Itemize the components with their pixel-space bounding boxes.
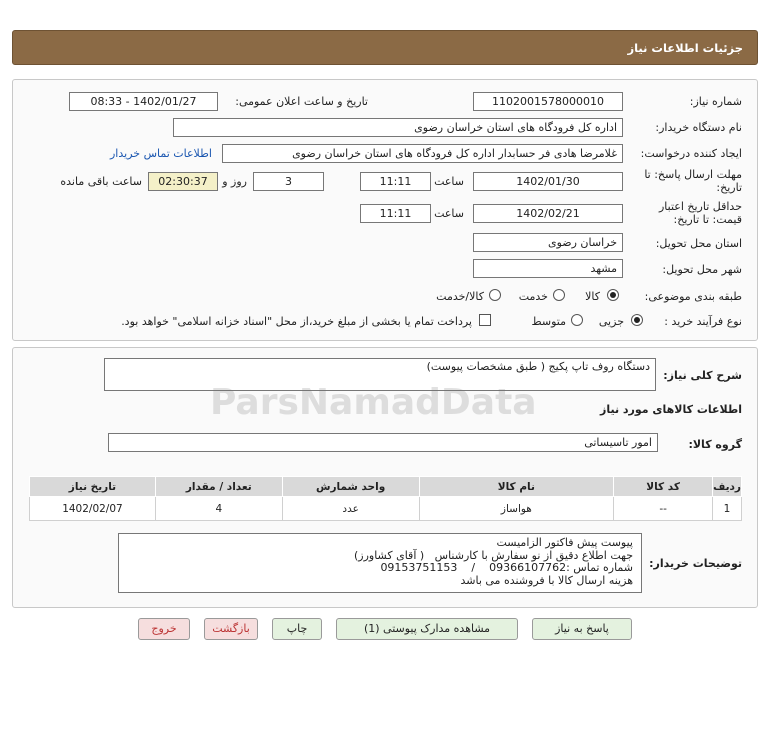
validity-label: حداقل تاریخ اعتبار <box>658 200 742 213</box>
reply-button[interactable]: پاسخ به نیاز <box>532 618 632 640</box>
province-field: خراسان رضوی <box>473 233 623 252</box>
announce-label: تاریخ و ساعت اعلان عمومی: <box>235 95 368 108</box>
province-label: استان محل تحویل: <box>655 237 742 250</box>
deadline-time-label: ساعت <box>434 175 464 188</box>
goods-info-title: اطلاعات کالاهای مورد نیاز <box>600 403 742 416</box>
cell-date: 1402/02/07 <box>30 497 156 521</box>
validity-label-date: قیمت: تا تاریخ: <box>673 213 742 226</box>
remaining-label: ساعت باقی مانده <box>60 175 142 188</box>
deadline-label: مهلت ارسال پاسخ: تا <box>644 168 742 181</box>
col-header-qty: تعداد / مقدار <box>155 477 282 497</box>
city-label: شهر محل تحویل: <box>662 263 742 276</box>
goods-group-label: گروه کالا: <box>688 438 742 451</box>
cell-code: -- <box>614 497 713 521</box>
process-radio-medium[interactable] <box>571 314 583 326</box>
process-option-minor: جزیی <box>598 315 624 328</box>
category-option-goods: کالا <box>585 290 600 303</box>
days-label: روز و <box>222 175 247 188</box>
col-header-name: نام کالا <box>419 477 614 497</box>
treasury-payment-checkbox[interactable] <box>479 314 491 326</box>
need-number-label: شماره نیاز: <box>689 95 742 108</box>
treasury-payment-note: پرداخت تمام یا بخشی از مبلغ خرید،از محل "اسناد خزانه اسلامی" خواهد بود. <box>121 315 472 328</box>
back-button[interactable]: بازگشت <box>204 618 258 640</box>
deadline-label-date: تاریخ: <box>716 181 742 194</box>
validity-time-label: ساعت <box>434 207 464 220</box>
col-header-date: تاریخ نیاز <box>30 477 156 497</box>
process-option-medium: متوسط <box>531 315 566 328</box>
table-row <box>30 497 742 521</box>
announce-field: 1402/01/27 - 08:33 <box>69 92 218 111</box>
requester-field: غلامرضا هادی فر حسابدار اداره کل فرودگاه های استان خراسان رضوی <box>222 144 623 163</box>
buyer-contact-link[interactable]: اطلاعات تماس خریدار <box>110 147 212 160</box>
validity-time-field: 11:11 <box>360 204 431 223</box>
buyer-notes-label: توضیحات خریدار: <box>649 557 742 570</box>
remaining-time-field: 02:30:37 <box>148 172 218 191</box>
process-radio-minor[interactable] <box>631 314 643 326</box>
process-label: نوع فرآیند خرید : <box>664 315 742 328</box>
table-header-row <box>30 477 742 497</box>
col-header-code: کد کالا <box>614 477 713 497</box>
cell-unit: عدد <box>282 497 419 521</box>
summary-label: شرح کلی نیاز: <box>663 369 742 382</box>
watermark-logo: ParsNamadData <box>210 382 537 423</box>
cell-name: هواساز <box>419 497 614 521</box>
category-radio-goods[interactable] <box>607 289 619 301</box>
deadline-time-field: 11:11 <box>360 172 431 191</box>
category-label: طبقه بندی موضوعی: <box>644 290 742 303</box>
deadline-date-field: 1402/01/30 <box>473 172 623 191</box>
goods-table <box>29 476 742 521</box>
requester-label: ایجاد کننده درخواست: <box>640 147 742 160</box>
category-radio-service[interactable] <box>553 289 565 301</box>
print-button[interactable]: چاپ <box>272 618 322 640</box>
col-header-row-no: ردیف <box>713 477 742 497</box>
summary-field: دستگاه روف تاپ پکیج ( طبق مشخصات پیوست) <box>104 358 656 391</box>
buyer-org-field: اداره کل فرودگاه های استان خراسان رضوی <box>173 118 623 137</box>
buyer-org-label: نام دستگاه خریدار: <box>655 121 742 134</box>
cell-row-no: 1 <box>713 497 742 521</box>
category-radio-both[interactable] <box>489 289 501 301</box>
goods-group-field: امور تاسیساتی <box>108 433 658 452</box>
view-attachments-button[interactable]: مشاهده مدارک پیوستی (1) <box>336 618 518 640</box>
cell-qty: 4 <box>155 497 282 521</box>
category-option-service: خدمت <box>518 290 548 303</box>
exit-button[interactable]: خروج <box>138 618 190 640</box>
category-option-both: کالا/خدمت <box>436 290 484 303</box>
validity-date-field: 1402/02/21 <box>473 204 623 223</box>
col-header-unit: واحد شمارش <box>282 477 419 497</box>
page-title: جزئیات اطلاعات نیاز <box>627 41 743 55</box>
page-header <box>12 30 758 65</box>
buyer-notes-field: پیوست پیش فاکتور الزامیست جهت اطلاع دقیق از نو سفارش با کارشناس ( آقای کشاورز) شماره تماس :09366107762 / 09153751153 هزینه ارسال کالا با فروشنده می باشد <box>118 533 642 593</box>
city-field: مشهد <box>473 259 623 278</box>
days-field: 3 <box>253 172 324 191</box>
need-number-field: 1102001578000010 <box>473 92 623 111</box>
